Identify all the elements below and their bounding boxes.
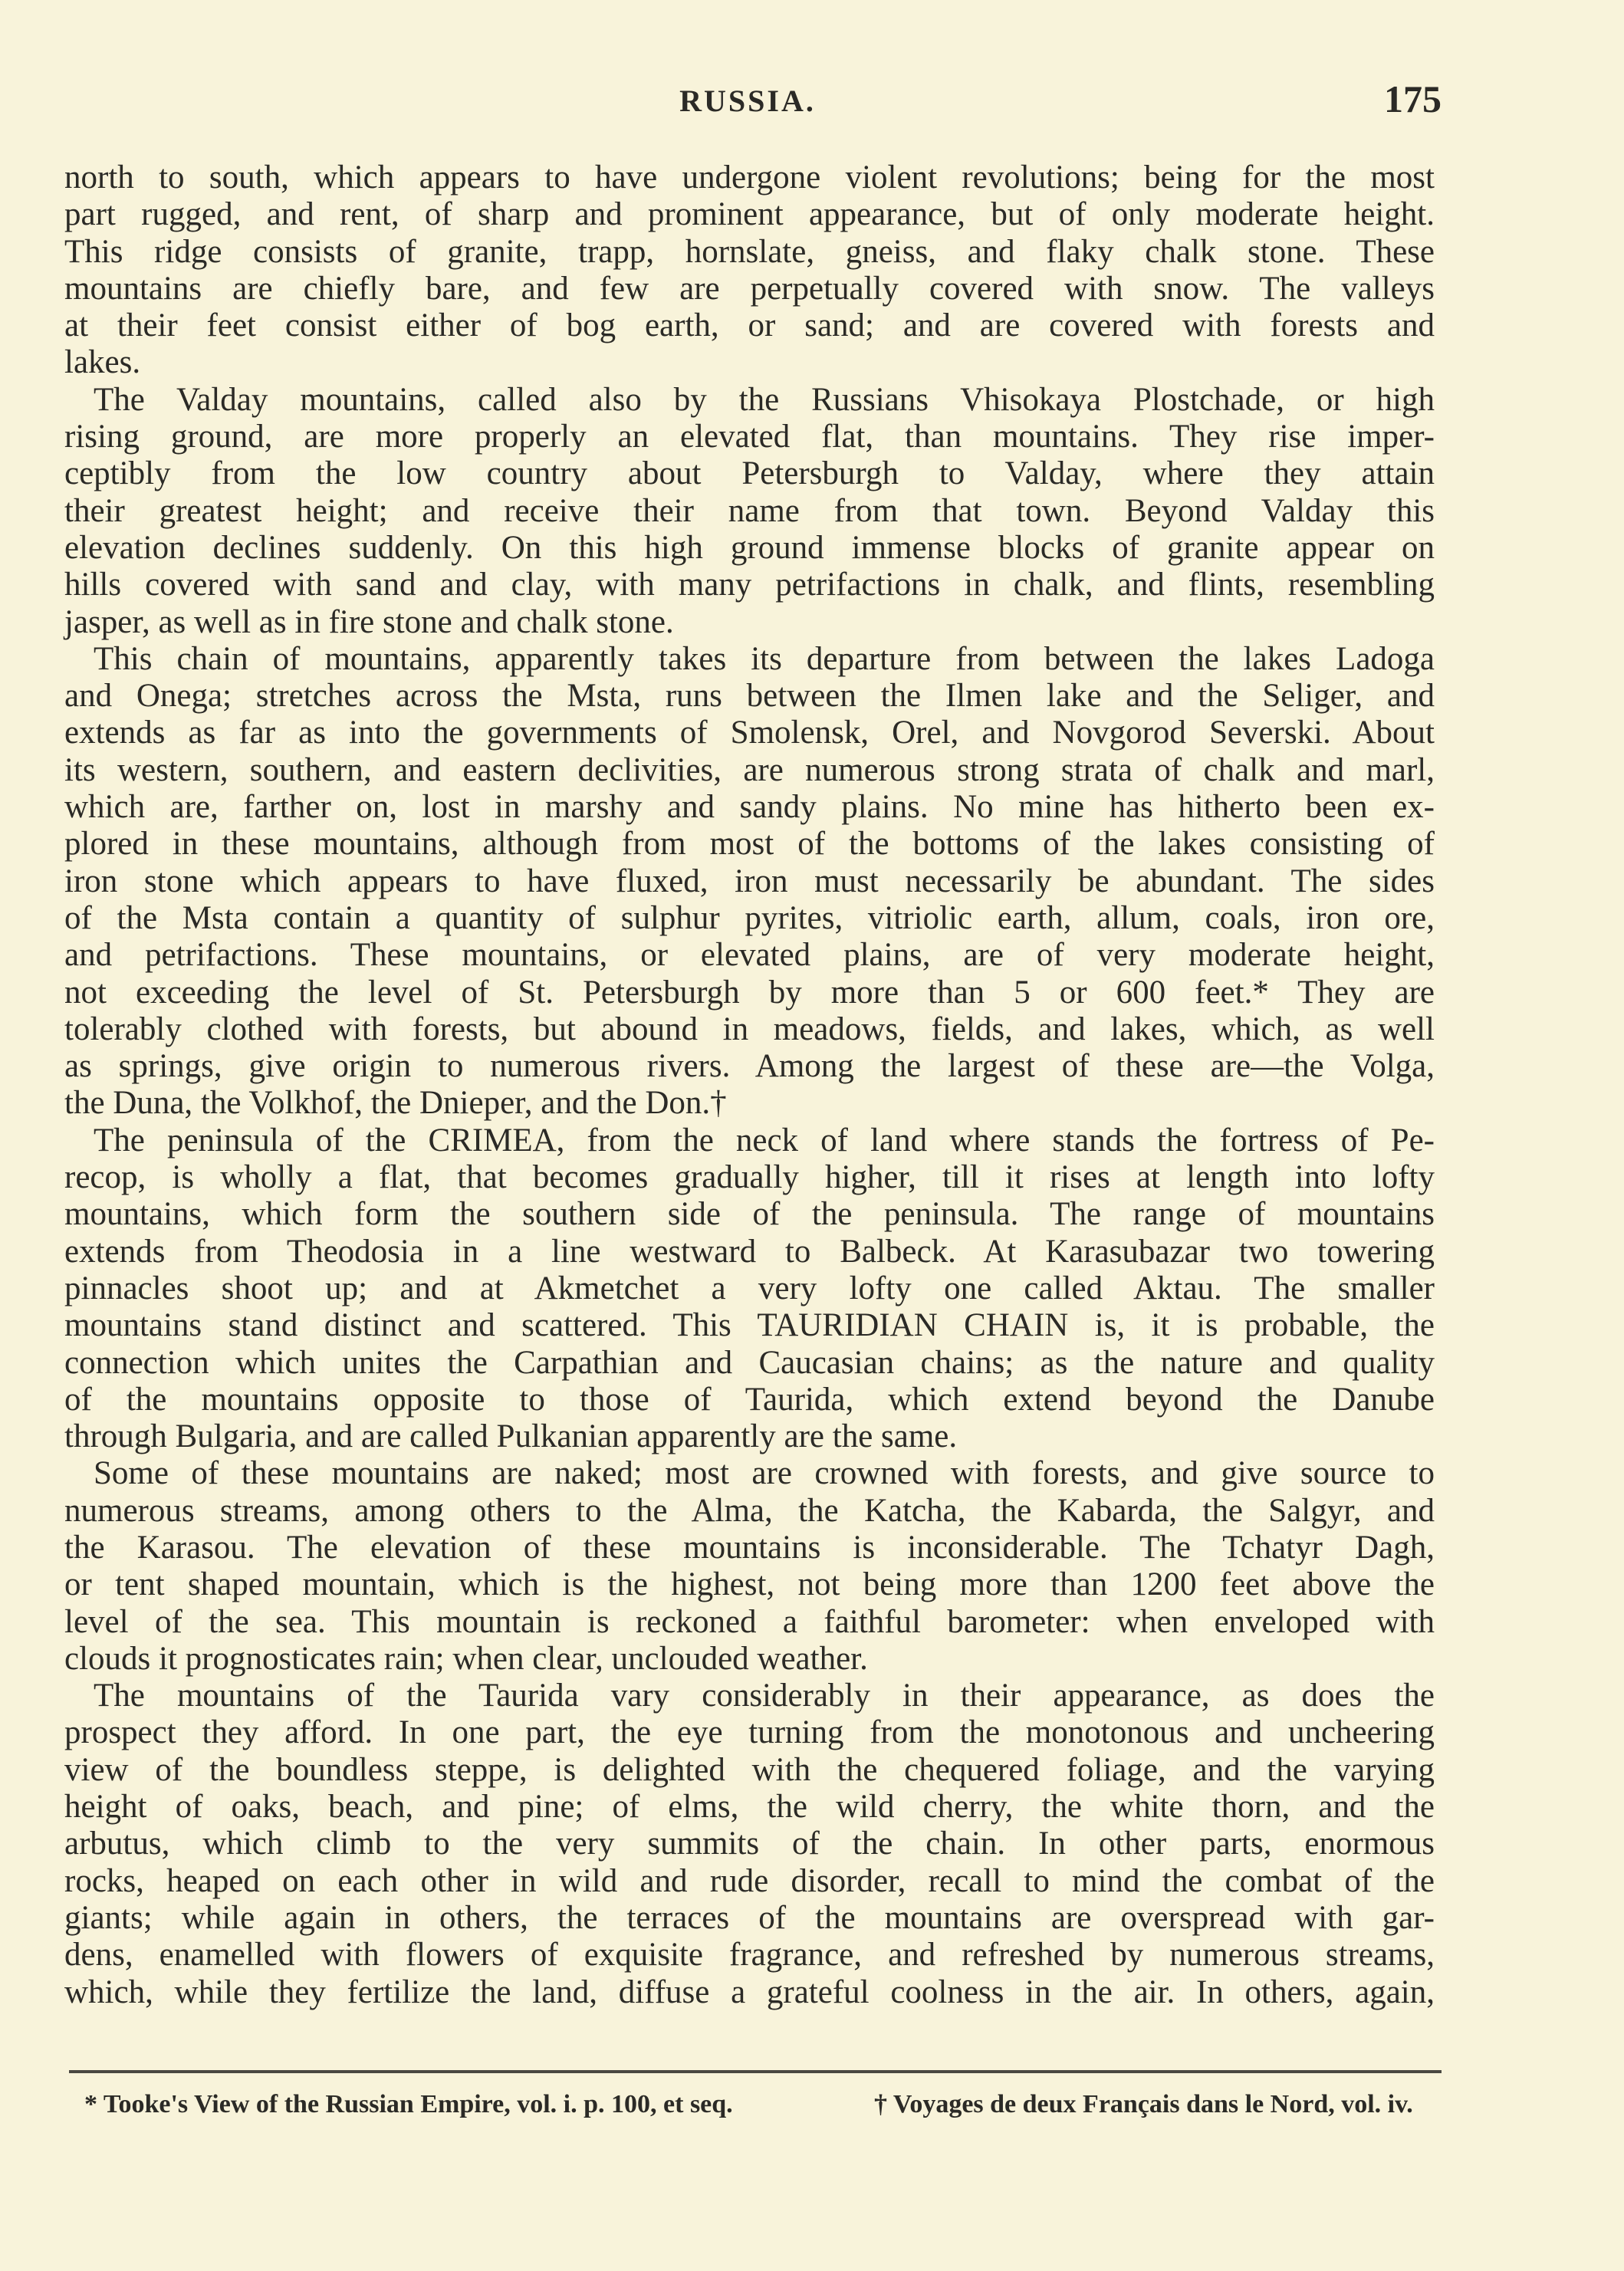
text-line: as springs, give origin to numerous rivers. Among the largest of these are—the Volga, — [64, 1048, 1435, 1085]
text-line: This chain of mountains, apparently takes its departure from between the lakes Ladoga — [94, 640, 1435, 677]
text-line: ceptibly from the low country about Petersburgh to Valday, where they attain — [64, 455, 1435, 492]
text-line: level of the sea. This mountain is reckoned a faithful barometer: when enveloped with — [64, 1603, 1435, 1640]
footnote-1: * Tooke's View of the Russian Empire, vol. i. p. 100, et seq. — [84, 2090, 733, 2118]
text-line: extends as far as into the governments of Smolensk, Orel, and Novgorod Severski. About — [64, 715, 1435, 751]
text-line: giants; while again in others, the terraces of the mountains are overspread with gar- — [64, 1899, 1435, 1936]
text-line: lakes. — [64, 344, 141, 381]
text-line: which, while they fertilize the land, diffuse a grateful coolness in the air. In others, again, — [64, 1974, 1435, 2010]
page-number: 175 — [1384, 77, 1442, 120]
paragraph — [64, 641, 1435, 1122]
text-line: mountains are chiefly bare, and few are perpetually covered with snow. The valleys — [64, 270, 1435, 307]
text-line: rocks, heaped on each other in wild and rude disorder, recall to mind the combat of the — [64, 1862, 1435, 1899]
text-line: The peninsula of the CRIMEA, from the neck of land where stands the fortress of Pe- — [94, 1122, 1435, 1159]
text-line: or tent shaped mountain, which is the highest, not being more than 1200 feet above the — [64, 1566, 1435, 1603]
text-line: the Karasou. The elevation of these mountains is inconsiderable. The Tchatyr Dagh, — [64, 1529, 1435, 1566]
text-line: of the Msta contain a quantity of sulphur pyrites, vitriolic earth, allum, coals, iron ore, — [64, 899, 1435, 936]
running-head-title: RUSSIA. — [679, 84, 816, 118]
text-line: clouds it prognosticates rain; when clear, unclouded weather. — [64, 1640, 868, 1677]
text-line: connection which unites the Carpathian and Caucasian chains; as the nature and quality — [64, 1344, 1435, 1381]
text-line: north to south, which appears to have undergone violent revolutions; being for the most — [64, 159, 1435, 196]
text-line: prospect they afford. In one part, the eye turning from the monotonous and uncheering — [64, 1714, 1435, 1751]
body-text — [64, 159, 1435, 2011]
text-line: dens, enamelled with flowers of exquisite fragrance, and refreshed by numerous streams, — [64, 1937, 1435, 1974]
text-line: hills covered with sand and clay, with many petrifactions in chalk, and flints, resembling — [64, 567, 1435, 603]
paragraph — [64, 1678, 1435, 2011]
text-line: height of oaks, beach, and pine; of elms, the wild cherry, the white thorn, and the — [64, 1789, 1435, 1826]
text-line: numerous streams, among others to the Alma, the Katcha, the Kabarda, the Salgyr, and — [64, 1492, 1435, 1529]
paragraph — [64, 159, 1435, 382]
text-line: through Bulgaria, and are called Pulkanian apparently are the same. — [64, 1418, 958, 1455]
text-line: tolerably clothed with forests, but abound in meadows, fields, and lakes, which, as well — [64, 1011, 1435, 1047]
text-line: and Onega; stretches across the Msta, runs between the Ilmen lake and the Seliger, and — [64, 678, 1435, 715]
text-line: This ridge consists of granite, trapp, hornslate, gneiss, and flaky chalk stone. These — [64, 233, 1435, 270]
text-line: iron stone which appears to have fluxed, iron must necessarily be abundant. The sides — [64, 863, 1435, 899]
text-line: recop, is wholly a flat, that becomes gradually higher, till it rises at length into lofty — [64, 1159, 1435, 1196]
text-line: the Duna, the Volkhof, the Dnieper, and the Don.† — [64, 1085, 727, 1122]
text-line: and petrifactions. These mountains, or elevated plains, are of very moderate height, — [64, 937, 1435, 974]
footnotes — [84, 2085, 1449, 2124]
text-line: its western, southern, and eastern declivities, are numerous strong strata of chalk and marl, — [64, 751, 1435, 788]
text-line: jasper, as well as in fire stone and chalk stone. — [64, 603, 674, 640]
text-line: The Valday mountains, called also by the Russians Vhisokaya Plostchade, or high — [94, 381, 1435, 418]
footnote-rule — [69, 2070, 1442, 2073]
text-line: rising ground, are more properly an elevated flat, than mountains. They rise imper- — [64, 419, 1435, 455]
paragraph — [64, 1455, 1435, 1678]
text-line: plored in these mountains, although from most of the bottoms of the lakes consisting of — [64, 826, 1435, 863]
running-head — [0, 77, 1624, 121]
text-line: view of the boundless steppe, is delighted with the chequered foliage, and the varying — [64, 1751, 1435, 1788]
text-line: their greatest height; and receive their name from that town. Beyond Valday this — [64, 492, 1435, 529]
text-line: extends from Theodosia in a line westward to Balbeck. At Karasubazar two towering — [64, 1233, 1435, 1270]
text-line: pinnacles shoot up; and at Akmetchet a very lofty one called Aktau. The smaller — [64, 1270, 1435, 1306]
text-line: which are, farther on, lost in marshy and sandy plains. No mine has hitherto been ex- — [64, 789, 1435, 826]
footnote-2: † Voyages de deux Français dans le Nord, vol. iv. — [874, 2090, 1413, 2118]
text-line: not exceeding the level of St. Petersburgh by more than 5 or 600 feet.* They are — [64, 974, 1435, 1011]
paragraph — [64, 382, 1435, 641]
text-line: arbutus, which climb to the very summits of the chain. In other parts, enormous — [64, 1826, 1435, 1862]
text-line: elevation declines suddenly. On this high ground immense blocks of granite appear on — [64, 529, 1435, 566]
text-line: mountains, which form the southern side of the peninsula. The range of mountains — [64, 1196, 1435, 1233]
text-line: The mountains of the Taurida vary considerably in their appearance, as does the — [94, 1678, 1435, 1714]
text-line: part rugged, and rent, of sharp and prominent appearance, but of only moderate height. — [64, 196, 1435, 233]
paragraph — [64, 1122, 1435, 1456]
text-line: Some of these mountains are naked; most are crowned with forests, and give source to — [94, 1455, 1435, 1492]
text-line: mountains stand distinct and scattered. This TAURIDIAN CHAIN is, it is probable, the — [64, 1307, 1435, 1344]
text-line: of the mountains opposite to those of Taurida, which extend beyond the Danube — [64, 1381, 1435, 1418]
text-line: at their feet consist either of bog earth, or sand; and are covered with forests and — [64, 307, 1435, 344]
